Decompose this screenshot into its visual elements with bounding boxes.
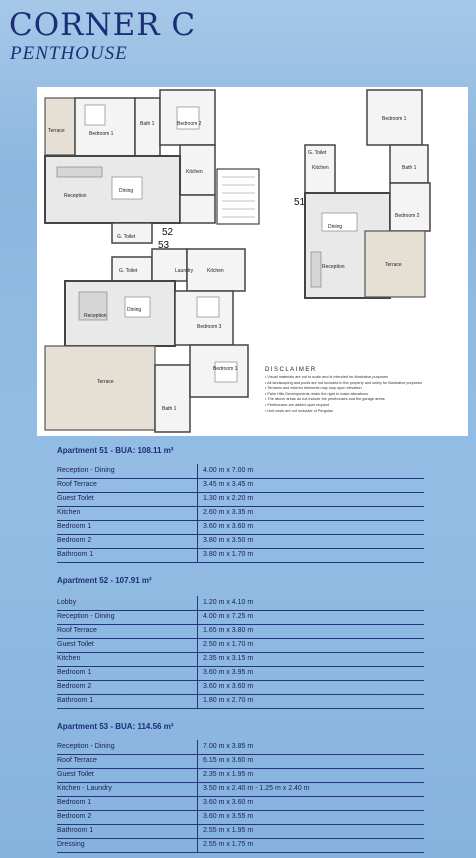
room-label: Dining	[127, 307, 142, 313]
row-label: Lobby	[57, 599, 77, 607]
room-label: Dining	[119, 188, 134, 194]
row-value: 6.15 m x 3.60 m	[197, 754, 424, 768]
room-label: Bath 1	[402, 165, 417, 171]
room-label: Reception	[64, 193, 87, 199]
row-value: 2.60 m x 3.35 m	[197, 506, 424, 520]
table-row	[57, 638, 424, 653]
table-row	[57, 694, 424, 709]
disclaimer-title: DISCLAIMER	[265, 367, 317, 373]
floor-plan	[37, 87, 468, 436]
row-label: Bedroom 2	[57, 537, 92, 545]
row-label: Roof Terrace	[57, 481, 97, 489]
room-label: G. Toilet	[308, 150, 327, 156]
room-label: Terrace	[97, 379, 114, 385]
row-label: Bedroom 2	[57, 683, 92, 691]
table-row	[57, 464, 424, 479]
table-row	[57, 666, 424, 681]
row-label: Kitchen - Laundry	[57, 785, 112, 793]
row-value: 3.60 m x 3.55 m	[197, 810, 424, 824]
room-label: Bedroom 1	[213, 366, 238, 372]
room-label: Bedroom 2	[395, 213, 420, 219]
room-label: Kitchen	[186, 169, 203, 175]
row-label: Reception - Dining	[57, 467, 115, 475]
room-label: Reception	[322, 264, 345, 270]
row-value: 2.55 m x 1.95 m	[197, 824, 424, 838]
sofa-symbol	[57, 167, 102, 177]
apartment-53-title: Apartment 53 - BUA: 114.56 m²	[57, 722, 174, 731]
room-label: Dining	[328, 224, 343, 230]
room-label: Bedroom 1	[382, 116, 407, 122]
row-value: 3.50 m x 2.40 m - 1.25 m x 2.40 m	[197, 782, 424, 796]
row-label: Dressing	[57, 841, 85, 849]
row-value: 2.50 m x 1.70 m	[197, 638, 424, 652]
room-label: Kitchen	[207, 268, 224, 274]
unit-number-53: 53	[158, 240, 170, 251]
row-label: Guest Toilet	[57, 771, 94, 779]
table-row	[57, 680, 424, 695]
disclaimer-line: • Penthouses are added upon request	[265, 402, 329, 407]
disclaimer-line: • Visual materials are not to scale and is intended for illustrative purposes	[265, 375, 389, 379]
room-label: Terrace	[385, 262, 402, 268]
table-row	[57, 596, 424, 611]
table-row	[57, 782, 424, 797]
room-label: Reception	[84, 313, 107, 319]
row-value: 3.45 m x 3.45 m	[197, 478, 424, 492]
unit-number-51: 51	[294, 197, 306, 208]
room-label: G. Toilet	[119, 268, 138, 274]
apartment-52-title: Apartment 52 - 107.91 m²	[57, 576, 152, 585]
row-value: 1.20 m x 4.10 m	[197, 596, 424, 610]
disclaimer-line: • Unit costs are not inclusive of Pergolas	[265, 408, 333, 413]
table-row	[57, 740, 424, 755]
apartment-51-title: Apartment 51 - BUA: 108.11 m²	[57, 446, 174, 455]
table-row	[57, 548, 424, 563]
room-label: G. Toilet	[117, 234, 136, 240]
row-value: 4.00 m x 7.00 m	[197, 464, 424, 478]
bedroom-room	[390, 183, 430, 231]
row-label: Bedroom 1	[57, 523, 92, 531]
row-value: 3.80 m x 1.70 m	[197, 548, 424, 562]
bath-room	[135, 98, 160, 156]
room-label: Kitchen	[312, 165, 329, 171]
row-label: Kitchen	[57, 509, 81, 517]
row-label: Bedroom 2	[57, 813, 92, 821]
laundry-room	[152, 249, 187, 281]
row-value: 2.35 m x 3.15 m	[197, 652, 424, 666]
toilet-room	[112, 223, 152, 243]
disclaimer-line: • Terraces and exterior elements may vary upon elevation	[265, 386, 362, 391]
table-row	[57, 838, 424, 853]
row-value: 1.80 m x 2.70 m	[197, 694, 424, 708]
room-label: Bath 1	[140, 121, 155, 127]
table-row	[57, 478, 424, 493]
table-row	[57, 652, 424, 667]
row-label: Bedroom 1	[57, 799, 92, 807]
row-value: 3.60 m x 3.95 m	[197, 666, 424, 680]
table-row	[57, 810, 424, 825]
row-value: 7.00 m x 3.85 m	[197, 740, 424, 754]
table-row	[57, 506, 424, 521]
row-value: 1.30 m x 2.20 m	[197, 492, 424, 506]
disclaimer-line: • The above areas do not include the penthouses and the garage areas	[265, 397, 385, 402]
bath-room	[390, 145, 428, 183]
bed-symbol	[85, 105, 105, 125]
row-label: Roof Terrace	[57, 757, 97, 765]
disclaimer-line: • Palm Hills Developments retain the right to make alterations	[265, 391, 369, 396]
row-value: 3.80 m x 3.50 m	[197, 534, 424, 548]
row-label: Bathroom 1	[57, 551, 94, 559]
row-value: 3.60 m x 3.60 m	[197, 680, 424, 694]
bath-room	[155, 365, 190, 432]
sofa-symbol	[311, 252, 321, 287]
table-row	[57, 610, 424, 625]
room-label: Terrace	[48, 128, 65, 134]
table-row	[57, 768, 424, 783]
row-label: Reception - Dining	[57, 613, 115, 621]
row-label: Guest Toilet	[57, 495, 94, 503]
bed-symbol	[197, 297, 219, 317]
row-value: 4.00 m x 7.25 m	[197, 610, 424, 624]
row-value: 2.35 m x 1.95 m	[197, 768, 424, 782]
row-label: Reception - Dining	[57, 743, 115, 751]
row-label: Bathroom 1	[57, 827, 94, 835]
table-row	[57, 520, 424, 535]
bed-symbol	[215, 362, 237, 382]
table-row	[57, 824, 424, 839]
terrace-area	[45, 346, 155, 430]
terrace-area	[45, 98, 75, 155]
row-label: Bathroom 1	[57, 697, 94, 705]
room-label: Bath 1	[162, 406, 177, 412]
disclaimer-line: • All landscaping and pools are not included in the property and solely for illustrative purposes	[265, 380, 422, 385]
row-label: Roof Terrace	[57, 627, 97, 635]
table-row	[57, 492, 424, 507]
page-title: CORNER C	[9, 7, 197, 43]
table-row	[57, 754, 424, 769]
table-row	[57, 534, 424, 549]
unit-number-52: 52	[162, 227, 174, 238]
page-subtitle: PENTHOUSE	[10, 43, 128, 64]
row-value: 3.60 m x 3.60 m	[197, 520, 424, 534]
table-row	[57, 624, 424, 639]
room-label: Laundry	[175, 268, 194, 274]
row-label: Kitchen	[57, 655, 81, 663]
lobby-room	[180, 195, 215, 223]
room-label: Bedroom 2	[177, 121, 202, 127]
row-label: Guest Toilet	[57, 641, 94, 649]
row-value: 2.55 m x 1.75 m	[197, 838, 424, 852]
row-value: 1.65 m x 3.80 m	[197, 624, 424, 638]
room-label: Bedroom 1	[89, 131, 114, 137]
row-label: Bedroom 1	[57, 669, 92, 677]
table-row	[57, 796, 424, 811]
disclaimer	[265, 367, 465, 414]
row-value: 3.60 m x 3.60 m	[197, 796, 424, 810]
room-label: Bedroom 3	[197, 324, 222, 330]
